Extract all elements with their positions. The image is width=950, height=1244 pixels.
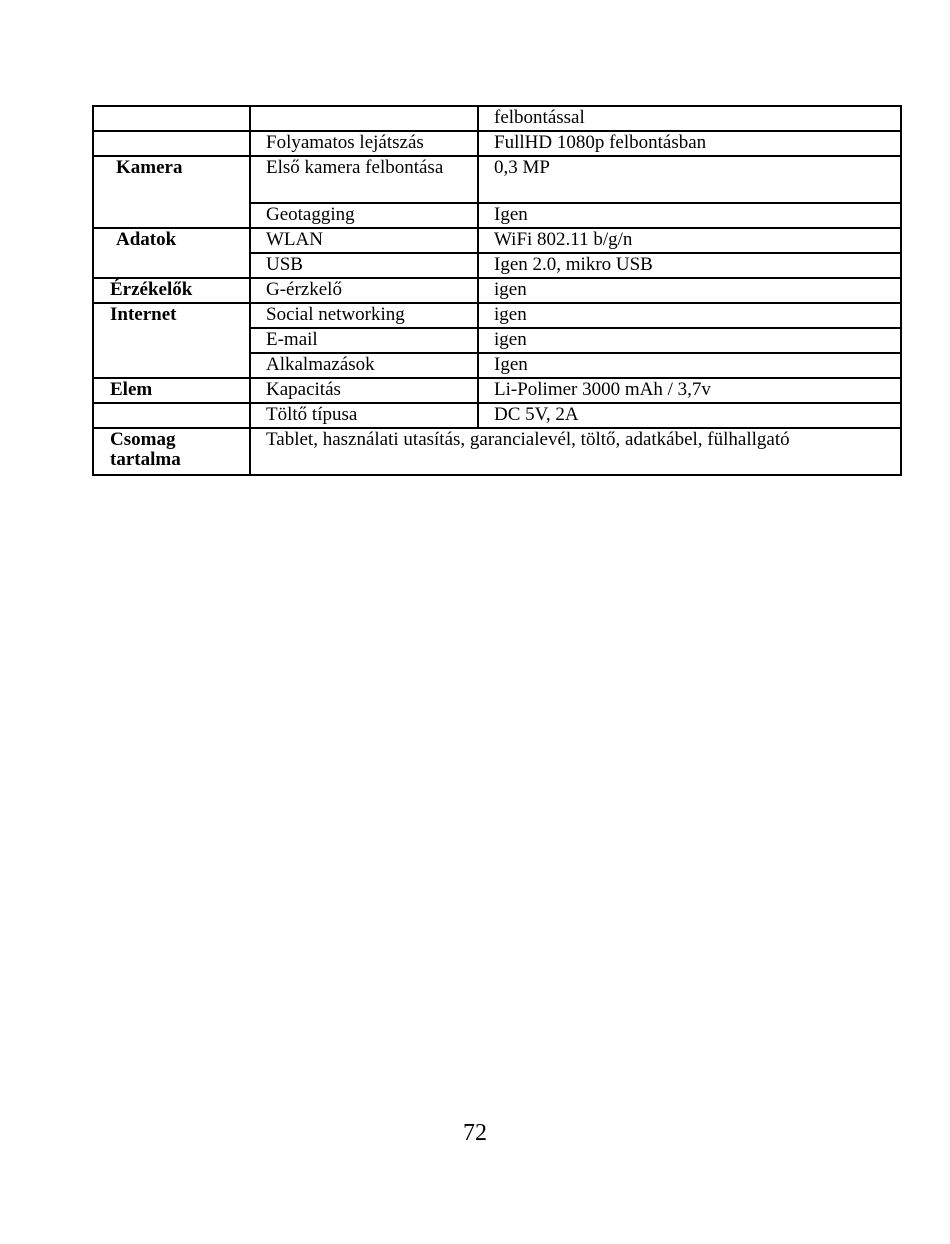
feature-cell: G-érzkelő xyxy=(250,278,478,303)
feature-cell: USB xyxy=(250,253,478,278)
table-row xyxy=(93,428,901,475)
value-cell: Igen xyxy=(478,353,901,378)
value-cell: 0,3 MP xyxy=(478,156,901,203)
value-cell: DC 5V, 2A xyxy=(478,403,901,428)
category-cell: Csomag tartalma xyxy=(93,428,250,475)
category-cell: Kamera xyxy=(93,156,250,203)
feature-cell: Social networking xyxy=(250,303,478,328)
category-cell: Internet xyxy=(93,303,250,328)
category-cell xyxy=(93,253,250,278)
feature-cell: WLAN xyxy=(250,228,478,253)
spec-table xyxy=(92,105,902,476)
feature-cell: Töltő típusa xyxy=(250,403,478,428)
table-row xyxy=(93,303,901,328)
table-row xyxy=(93,278,901,303)
category-cell xyxy=(93,106,250,131)
table-row xyxy=(93,378,901,403)
value-cell: Igen 2.0, mikro USB xyxy=(478,253,901,278)
category-cell: Érzékelők xyxy=(93,278,250,303)
table-row xyxy=(93,131,901,156)
package-contents-cell: Tablet, használati utasítás, garancialevél, töltő, adatkábel, fülhallgató xyxy=(250,428,901,475)
table-row xyxy=(93,403,901,428)
page-number: 72 xyxy=(463,1120,487,1146)
table-row xyxy=(93,228,901,253)
value-cell: igen xyxy=(478,328,901,353)
table-row xyxy=(93,253,901,278)
category-cell: Elem xyxy=(93,378,250,403)
value-cell: igen xyxy=(478,278,901,303)
value-cell: Li-Polimer 3000 mAh / 3,7v xyxy=(478,378,901,403)
table-row xyxy=(93,353,901,378)
feature-cell xyxy=(250,106,478,131)
category-cell xyxy=(93,203,250,228)
value-cell: felbontással xyxy=(478,106,901,131)
feature-cell: Alkalmazások xyxy=(250,353,478,378)
feature-cell: Kapacitás xyxy=(250,378,478,403)
feature-cell: E-mail xyxy=(250,328,478,353)
feature-cell: Első kamera felbontása xyxy=(250,156,478,203)
feature-cell: Geotagging xyxy=(250,203,478,228)
value-cell: igen xyxy=(478,303,901,328)
category-cell: Adatok xyxy=(93,228,250,253)
value-cell: Igen xyxy=(478,203,901,228)
table-row xyxy=(93,203,901,228)
table-row xyxy=(93,106,901,131)
category-cell xyxy=(93,403,250,428)
category-cell xyxy=(93,328,250,353)
value-cell: WiFi 802.11 b/g/n xyxy=(478,228,901,253)
category-cell xyxy=(93,353,250,378)
table-row xyxy=(93,328,901,353)
value-cell: FullHD 1080p felbontásban xyxy=(478,131,901,156)
feature-cell: Folyamatos lejátszás xyxy=(250,131,478,156)
table-row xyxy=(93,156,901,203)
category-cell xyxy=(93,131,250,156)
